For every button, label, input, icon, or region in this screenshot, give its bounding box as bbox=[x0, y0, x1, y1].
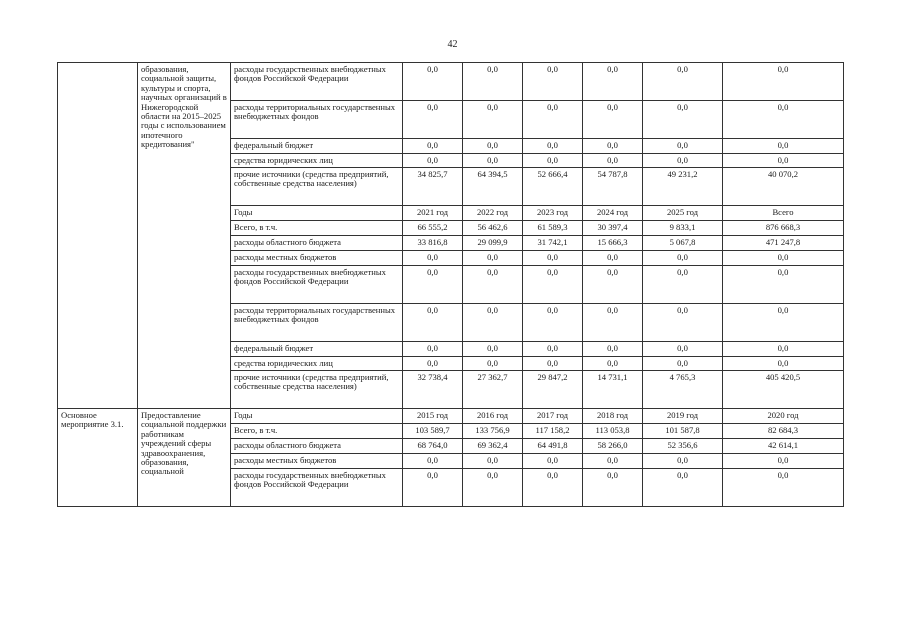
value-cell-total: 0,0 bbox=[723, 342, 844, 357]
value-cell-total: 0,0 bbox=[723, 454, 844, 469]
value-cell: 0,0 bbox=[643, 139, 723, 154]
value-cell: 0,0 bbox=[583, 342, 643, 357]
value-cell: 0,0 bbox=[403, 139, 463, 154]
value-cell-total: 471 247,8 bbox=[723, 236, 844, 251]
value-cell-total: 82 684,3 bbox=[723, 424, 844, 439]
value-cell: 27 362,7 bbox=[463, 371, 523, 409]
value-cell: 0,0 bbox=[523, 266, 583, 304]
value-cell: 52 356,6 bbox=[643, 439, 723, 454]
value-cell-total: 0,0 bbox=[723, 357, 844, 371]
value-cell: 52 666,4 bbox=[523, 168, 583, 206]
value-cell-total: 0,0 bbox=[723, 251, 844, 266]
value-cell: 31 742,1 bbox=[523, 236, 583, 251]
value-cell: 2023 год bbox=[523, 206, 583, 221]
value-cell: 4 765,3 bbox=[643, 371, 723, 409]
value-cell: 0,0 bbox=[583, 304, 643, 342]
value-cell: 117 158,2 bbox=[523, 424, 583, 439]
value-cell: 0,0 bbox=[463, 251, 523, 266]
funding-source-label: Годы bbox=[231, 206, 403, 221]
value-cell: 0,0 bbox=[583, 357, 643, 371]
value-cell-total: 0,0 bbox=[723, 154, 844, 168]
value-cell: 0,0 bbox=[403, 454, 463, 469]
value-cell: 0,0 bbox=[403, 357, 463, 371]
value-cell: 0,0 bbox=[643, 266, 723, 304]
value-cell: 0,0 bbox=[463, 469, 523, 507]
funding-source-label: федеральный бюджет bbox=[231, 139, 403, 154]
value-cell: 58 266,0 bbox=[583, 439, 643, 454]
value-cell: 0,0 bbox=[403, 304, 463, 342]
value-cell: 0,0 bbox=[463, 63, 523, 101]
value-cell: 0,0 bbox=[523, 63, 583, 101]
funding-source-label: федеральный бюджет bbox=[231, 342, 403, 357]
value-cell: 30 397,4 bbox=[583, 221, 643, 236]
value-cell: 0,0 bbox=[523, 251, 583, 266]
funding-source-label: расходы областного бюджета bbox=[231, 439, 403, 454]
program-name-cell: образования, социальной защиты, культуры и спорта, научных организаций в Нижегородской области на 2015–2025 годы с использованием ипотечного кредитования" bbox=[138, 63, 231, 409]
funding-source-label: расходы местных бюджетов bbox=[231, 251, 403, 266]
value-cell: 103 589,7 bbox=[403, 424, 463, 439]
value-cell: 69 362,4 bbox=[463, 439, 523, 454]
funding-source-label: прочие источники (средства предприятий, собственные средства населения) bbox=[231, 371, 403, 409]
value-cell-total: 405 420,5 bbox=[723, 371, 844, 409]
value-cell: 0,0 bbox=[523, 454, 583, 469]
funding-source-label: расходы государственных внебюджетных фондов Российской Федерации bbox=[231, 266, 403, 304]
value-cell: 0,0 bbox=[523, 357, 583, 371]
value-cell: 66 555,2 bbox=[403, 221, 463, 236]
value-cell: 2021 год bbox=[403, 206, 463, 221]
value-cell: 133 756,9 bbox=[463, 424, 523, 439]
funding-source-label: Годы bbox=[231, 409, 403, 424]
value-cell: 2019 год bbox=[643, 409, 723, 424]
measure-cell: Основное мероприятие 3.1. bbox=[58, 409, 138, 507]
value-cell-total: 0,0 bbox=[723, 101, 844, 139]
value-cell: 0,0 bbox=[523, 154, 583, 168]
value-cell: 101 587,8 bbox=[643, 424, 723, 439]
funding-source-label: расходы территориальных государственных внебюджетных фондов bbox=[231, 101, 403, 139]
funding-source-label: прочие источники (средства предприятий, собственные средства населения) bbox=[231, 168, 403, 206]
funding-source-label: Всего, в т.ч. bbox=[231, 424, 403, 439]
value-cell: 0,0 bbox=[463, 454, 523, 469]
value-cell: 0,0 bbox=[643, 454, 723, 469]
value-cell: 2017 год bbox=[523, 409, 583, 424]
funding-source-label: расходы государственных внебюджетных фондов Российской Федерации bbox=[231, 469, 403, 507]
value-cell: 61 589,3 bbox=[523, 221, 583, 236]
value-cell: 29 847,2 bbox=[523, 371, 583, 409]
value-cell: 14 731,1 bbox=[583, 371, 643, 409]
value-cell: 0,0 bbox=[583, 251, 643, 266]
value-cell: 0,0 bbox=[403, 154, 463, 168]
value-cell-total: 0,0 bbox=[723, 304, 844, 342]
value-cell: 2024 год bbox=[583, 206, 643, 221]
value-cell: 0,0 bbox=[583, 139, 643, 154]
value-cell: 0,0 bbox=[583, 266, 643, 304]
value-cell: 0,0 bbox=[643, 101, 723, 139]
value-cell: 2022 год bbox=[463, 206, 523, 221]
funding-source-label: средства юридических лиц bbox=[231, 154, 403, 168]
funding-table bbox=[57, 62, 844, 507]
value-cell: 0,0 bbox=[523, 342, 583, 357]
value-cell: 64 394,5 bbox=[463, 168, 523, 206]
value-cell: 0,0 bbox=[523, 469, 583, 507]
value-cell: 5 067,8 bbox=[643, 236, 723, 251]
value-cell: 0,0 bbox=[463, 154, 523, 168]
value-cell: 15 666,3 bbox=[583, 236, 643, 251]
value-cell: 0,0 bbox=[583, 454, 643, 469]
value-cell-total: Всего bbox=[723, 206, 844, 221]
value-cell: 0,0 bbox=[643, 63, 723, 101]
value-cell: 0,0 bbox=[643, 469, 723, 507]
measure-cell bbox=[58, 63, 138, 409]
value-cell: 0,0 bbox=[643, 304, 723, 342]
value-cell: 34 825,7 bbox=[403, 168, 463, 206]
value-cell-total: 0,0 bbox=[723, 469, 844, 507]
value-cell: 0,0 bbox=[463, 342, 523, 357]
program-name-cell: Предоставление социальной поддержки работникам учреждений сферы здравоохранения, образования, социальной bbox=[138, 409, 231, 507]
value-cell: 0,0 bbox=[523, 101, 583, 139]
table-row bbox=[58, 63, 844, 101]
value-cell: 0,0 bbox=[403, 469, 463, 507]
value-cell: 0,0 bbox=[463, 304, 523, 342]
value-cell-total: 42 614,1 bbox=[723, 439, 844, 454]
value-cell: 2016 год bbox=[463, 409, 523, 424]
value-cell: 29 099,9 bbox=[463, 236, 523, 251]
value-cell-total: 0,0 bbox=[723, 266, 844, 304]
value-cell-total: 0,0 bbox=[723, 63, 844, 101]
value-cell-total: 876 668,3 bbox=[723, 221, 844, 236]
value-cell: 0,0 bbox=[523, 139, 583, 154]
value-cell: 2015 год bbox=[403, 409, 463, 424]
value-cell: 0,0 bbox=[403, 63, 463, 101]
value-cell: 0,0 bbox=[643, 342, 723, 357]
value-cell: 0,0 bbox=[643, 154, 723, 168]
value-cell: 0,0 bbox=[403, 266, 463, 304]
funding-source-label: Всего, в т.ч. bbox=[231, 221, 403, 236]
value-cell: 0,0 bbox=[463, 357, 523, 371]
value-cell: 64 491,8 bbox=[523, 439, 583, 454]
value-cell: 49 231,2 bbox=[643, 168, 723, 206]
funding-source-label: расходы государственных внебюджетных фондов Российской Федерации bbox=[231, 63, 403, 101]
value-cell: 0,0 bbox=[583, 469, 643, 507]
funding-source-label: расходы территориальных государственных внебюджетных фондов bbox=[231, 304, 403, 342]
value-cell: 0,0 bbox=[643, 251, 723, 266]
value-cell: 2018 год bbox=[583, 409, 643, 424]
value-cell-total: 2020 год bbox=[723, 409, 844, 424]
value-cell: 0,0 bbox=[583, 101, 643, 139]
value-cell-total: 40 070,2 bbox=[723, 168, 844, 206]
page-number: 42 bbox=[447, 39, 458, 50]
value-cell: 0,0 bbox=[403, 342, 463, 357]
value-cell: 2025 год bbox=[643, 206, 723, 221]
value-cell: 0,0 bbox=[583, 63, 643, 101]
funding-source-label: расходы местных бюджетов bbox=[231, 454, 403, 469]
value-cell: 54 787,8 bbox=[583, 168, 643, 206]
value-cell: 68 764,0 bbox=[403, 439, 463, 454]
value-cell: 0,0 bbox=[403, 251, 463, 266]
value-cell: 33 816,8 bbox=[403, 236, 463, 251]
value-cell: 9 833,1 bbox=[643, 221, 723, 236]
value-cell: 0,0 bbox=[403, 101, 463, 139]
value-cell: 0,0 bbox=[463, 101, 523, 139]
value-cell: 0,0 bbox=[583, 154, 643, 168]
value-cell: 0,0 bbox=[463, 139, 523, 154]
value-cell: 0,0 bbox=[523, 304, 583, 342]
table-row bbox=[58, 409, 844, 424]
value-cell: 56 462,6 bbox=[463, 221, 523, 236]
funding-source-label: расходы областного бюджета bbox=[231, 236, 403, 251]
value-cell: 113 053,8 bbox=[583, 424, 643, 439]
value-cell: 0,0 bbox=[643, 357, 723, 371]
value-cell-total: 0,0 bbox=[723, 139, 844, 154]
value-cell: 32 738,4 bbox=[403, 371, 463, 409]
value-cell: 0,0 bbox=[463, 266, 523, 304]
funding-source-label: средства юридических лиц bbox=[231, 357, 403, 371]
